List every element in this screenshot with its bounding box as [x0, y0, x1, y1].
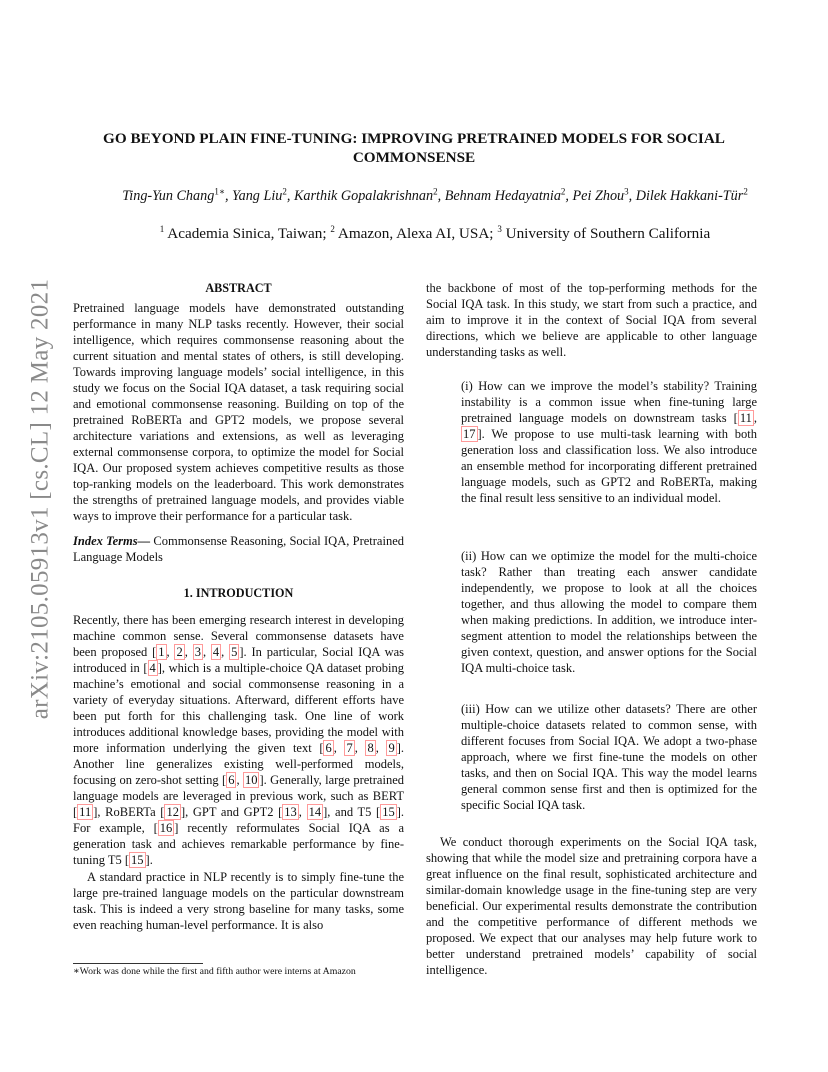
footnote: ∗Work was done while the first and fifth author were interns at Amazon [73, 966, 356, 977]
affiliation-list [60, 225, 810, 243]
arxiv-stamp-text: arXiv:2105.05913v1 [cs.CL] 12 May 2021 [26, 278, 54, 720]
text-run: ] recently reformulates Social IQA as a generation task and achieves remarkable performance by fine-tuning T5 [ [73, 821, 404, 867]
affiliation-mark: 1 [159, 223, 165, 234]
text-run: Recently, there has been emerging research interest in developing machine common sense. Several commonsense datasets have been proposed [ [73, 613, 404, 659]
affiliation-name: University of Southern California [505, 225, 711, 242]
right-final-paragraph: We conduct thorough experiments on the Social IQA task, showing that while the model size and pretraining corpora have a great influence on the final result, sophisticated architecture and similar-domain knowledge usage in the fine-tuning step are very beneficial. Our experimental results demonstrate the contribution and the competitive performance of different methods we proposed. We expect that our analyses may help future work to better understand pretrained models’ capability of social intelligence. [426, 835, 757, 977]
citation-link[interactable]: 9 [388, 741, 395, 755]
citation-link[interactable]: 2 [176, 645, 183, 659]
author-list: Ting-Yun Chang$^{1∗}$, Yang Liu$^2$, Karthik Gopalakrishnan$^2$, Behnam Hedayatnia$^2$, Pei Zhou$^3$, Dilek Hakkani-Tür$^2$ [122, 186, 748, 204]
citation-link[interactable]: 7 [346, 741, 353, 755]
author-affiliation-mark: 3 [624, 186, 629, 197]
author-name: Pei Zhou [572, 188, 625, 204]
text-run: , [298, 805, 307, 819]
text-run: ]. Generally, large pretrained language models are leveraged in previous work, such as BERT [ [73, 773, 404, 819]
text-run: (i) How can we improve the model’s stability? Training instability is a common issue when fine-tuning large pretrained language models on downstream tasks [ [461, 379, 757, 425]
citation-link[interactable]: 8 [367, 741, 374, 755]
citation-link[interactable]: 11 [739, 411, 752, 425]
abstract-heading: ABSTRACT [205, 281, 272, 295]
question-3: (iii) How can we utilize other datasets? There are other multiple-choice datasets related to common sense, with different focuses from Social IQA. We adopt a two-phase approach, where we first fine-tune the models on other tasks, and then on Social IQA. This way the model learns general common sense first and then is optimized for the specific Social IQA task. [461, 702, 757, 812]
citation-link[interactable]: 17 [463, 427, 476, 441]
citation-link[interactable]: 13 [284, 805, 297, 819]
citation-link[interactable]: 15 [131, 853, 144, 867]
abstract-text: Pretrained language models have demonstrated outstanding performance in many NLP tasks recently. However, their social intelligence, which requires commonsense reasoning about the current situation and mental states of others, is still developing. Towards improving language models’ social intelligence, in this study we focus on the Social IQA dataset, a task requiring social and emotional commonsense reasoning. Building on top of the pretrained RoBERTa and GPT2 models, we propose several architecture variations and extensions, as well as leveraging external commonsense corpora, to optimize the model for Social IQA. Our proposed system achieves competitive results as those top-ranking models on the leaderboard. This work demonstrates the strengths of pretrained language models, and provides viable ways to improve their performance for a particular task. [73, 301, 404, 523]
text-run: ]. For example, [ [73, 805, 404, 835]
text-run: ]. We propose to use multi-task learning with both generation loss and classification loss. We also introduce an ensemble method for incorporating different pretrained language models, such as GPT2 and RoBERTa, making the final result less sensitive to an individual model. [461, 427, 757, 505]
affiliation-name: Academia Sinica, Taiwan; [167, 225, 327, 242]
text-run: ], GPT and GPT2 [ [180, 805, 283, 819]
text-run: , [354, 741, 366, 755]
text-run: , [236, 773, 243, 787]
text-run: , [166, 645, 175, 659]
author-name: Ting-Yun Chang [122, 188, 215, 204]
citation-link[interactable]: 14 [308, 805, 322, 819]
left-column [73, 280, 404, 933]
citation-link[interactable]: 4 [149, 661, 156, 675]
text-run: , [333, 741, 345, 755]
text-run: ], RoBERTa [ [93, 805, 165, 819]
citation-link[interactable]: 6 [228, 773, 235, 787]
intro-heading: 1. INTRODUCTION [183, 586, 294, 600]
index-terms-text: Commonsense Reasoning, Social IQA, Pretrained Language Models [73, 534, 404, 564]
intro-paragraph-2: A standard practice in NLP recently is to simply fine-tune the large pre-trained language models on the particular downstream task. This is indeed a very strong baseline for many tasks, some even reaching human-level performance. It is also [73, 870, 404, 932]
intro-paragraph-1 [73, 612, 404, 868]
author-affiliation-mark: 2 [282, 186, 287, 197]
text-run: , [753, 411, 757, 425]
author-affiliation-mark: 2 [743, 186, 748, 197]
citation-link[interactable]: 1 [158, 645, 165, 659]
affiliation-name: Amazon, Alexa AI, USA; [337, 225, 494, 242]
author-affiliation-mark: 2 [433, 186, 438, 197]
citation-link[interactable]: 5 [231, 645, 238, 659]
affiliation-mark: 2 [330, 223, 335, 234]
text-run: , [202, 645, 211, 659]
footnote-rule [73, 963, 203, 964]
text-run: ]. In particular, Social IQA was introduced in [ [73, 645, 405, 675]
citation-link[interactable]: 10 [244, 773, 258, 787]
citation-link[interactable]: 12 [166, 805, 179, 819]
question-2: (ii) How can we optimize the model for the multi-choice task? Rather than treating each answer candidate independently, we propose to look at all the choices together, and thus allowing the model to compare them when making predictions. In addition, we introduce inter-segment attention to model the relationships between the given context, question, and answer options for the Social IQA multi-choice task. [461, 549, 757, 675]
right-column [426, 280, 757, 360]
citation-link[interactable]: 3 [194, 645, 201, 659]
right-intro-paragraph: the backbone of most of the top-performing methods for the Social IQA task. In this study, we start from such a practice, and aim to improve it in the context of Social IQA from several directions, which we believe are applicable to other language understanding tasks as well. [426, 281, 757, 359]
text-run: , [375, 741, 387, 755]
text-run: ]. Another line generalizes existing well-performed models, focusing on zero-shot setting [ [73, 741, 405, 787]
citation-link[interactable]: 15 [382, 805, 395, 819]
citation-link[interactable]: 16 [159, 821, 173, 835]
text-run: , [184, 645, 193, 659]
arxiv-stamp [22, 278, 58, 720]
text-run: ], which is a multiple-choice QA dataset probing machine’s emotional and social commonsense reasoning in a variety of everyday situations. Afterward, different efforts have been put forth for this challenging task. One line of work introduces additional knowledge bases, providing the model with more information underlying the given text [ [73, 661, 404, 755]
index-terms [73, 533, 404, 565]
citation-link[interactable]: 11 [79, 805, 92, 819]
text-run: ]. [145, 853, 153, 867]
citation-link[interactable]: 6 [325, 741, 332, 755]
author-affiliation-mark: 2 [560, 186, 566, 197]
author-name: Dilek Hakkani-Tür [635, 188, 744, 204]
paper-title: GO BEYOND PLAIN FINE-TUNING: IMPROVING PRETRAINED MODELS FOR SOCIAL COMMONSENSE [103, 130, 725, 166]
author-name: Behnam Hedayatnia [444, 188, 561, 204]
author-affiliation-mark: 1∗ [214, 186, 225, 197]
index-terms-label: Index Terms— [73, 534, 151, 548]
author-name: Karthik Gopalakrishnan [293, 188, 434, 204]
text-run: , [221, 645, 230, 659]
question-1 [461, 378, 757, 506]
citation-link[interactable]: 4 [212, 645, 220, 659]
affiliation-mark: 3 [497, 223, 502, 234]
author-name: Yang Liu [232, 188, 283, 204]
text-run: ], and T5 [ [323, 805, 381, 819]
